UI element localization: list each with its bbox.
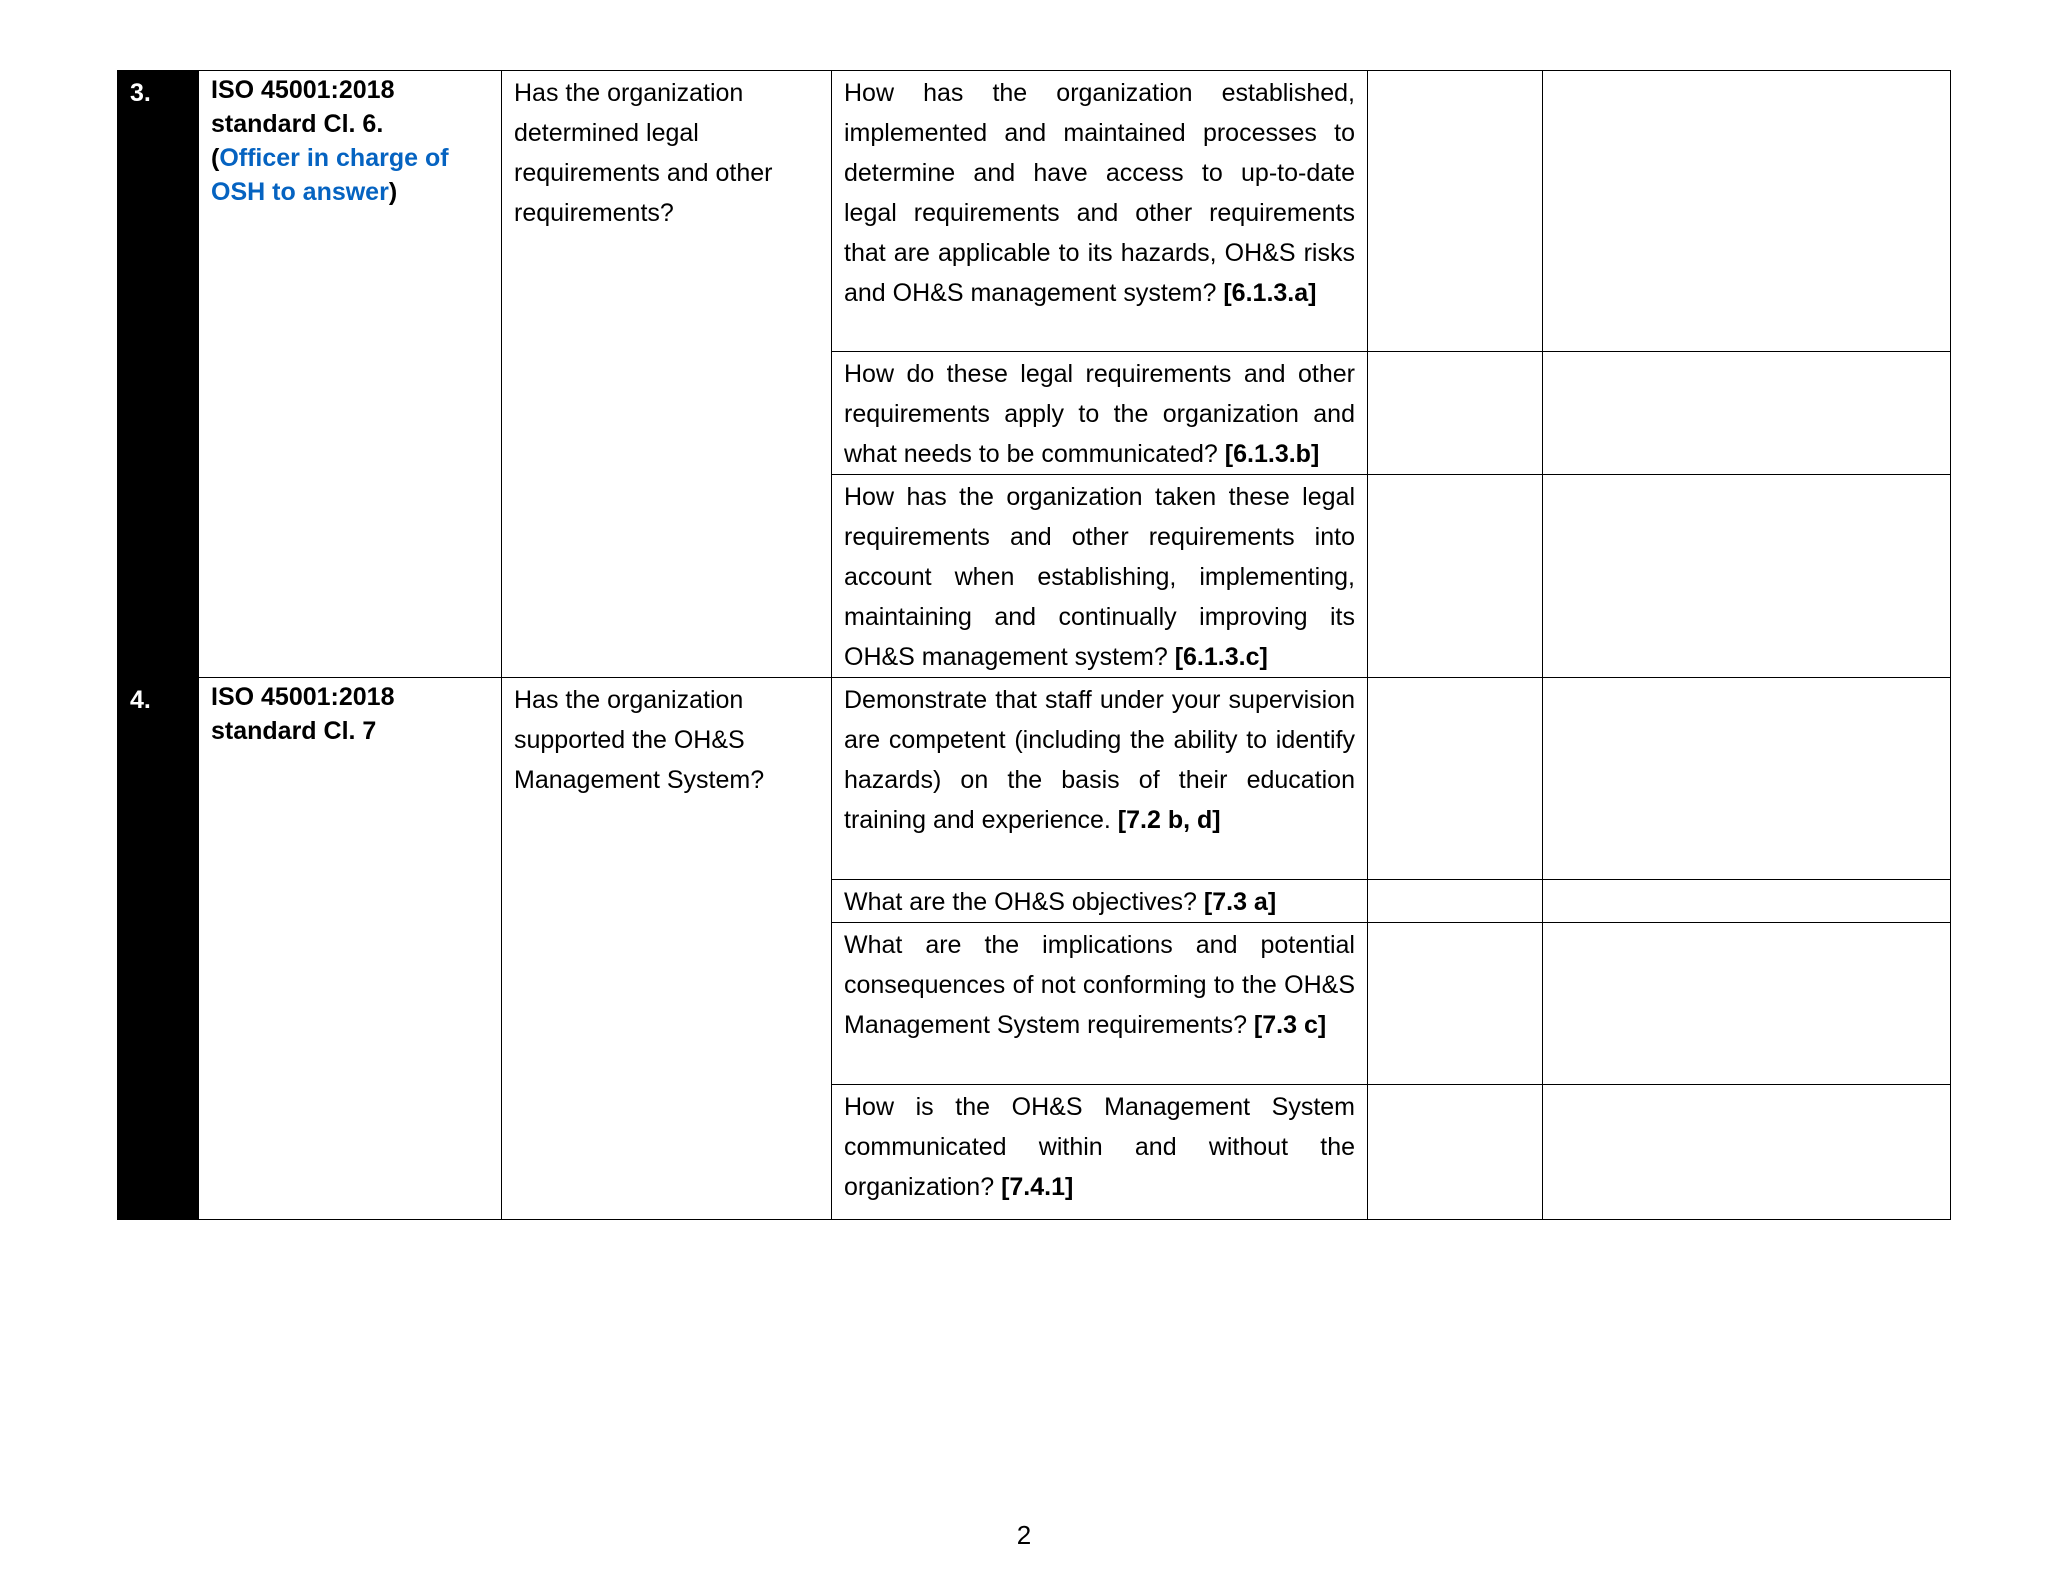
note-paren: ( bbox=[211, 144, 220, 172]
clause-ref: [6.1.3.b] bbox=[1224, 440, 1320, 468]
note-paren: ) bbox=[388, 178, 398, 206]
remarks-cell[interactable] bbox=[1543, 923, 1951, 1085]
sub-question bbox=[832, 923, 1368, 1085]
clause-ref: [6.1.3.a] bbox=[1223, 279, 1317, 307]
remarks-cell[interactable] bbox=[1543, 352, 1951, 475]
clause-ref: [7.3 c] bbox=[1253, 1011, 1327, 1039]
answer-cell[interactable] bbox=[1368, 678, 1543, 880]
section-number: 4. bbox=[118, 678, 199, 1220]
section-number: 3. bbox=[118, 71, 199, 678]
sub-question-text: How has the organization established, implemented and maintained processes to determine and have access to up-to-date legal requirements and other requirements that are applicable to its hazards, OH&S risks and OH&S management system? bbox=[844, 79, 1355, 307]
answer-cell[interactable] bbox=[1368, 1085, 1543, 1220]
sub-question-text: How is the OH&S Management System communicated within and without the organization? bbox=[844, 1093, 1355, 1201]
sub-question bbox=[832, 71, 1368, 352]
clause-line: ISO 45001:2018 bbox=[211, 683, 395, 711]
clause-line: standard Cl. 6. bbox=[211, 110, 384, 138]
remarks-cell[interactable] bbox=[1543, 71, 1951, 352]
page-number: 2 bbox=[1016, 1520, 1032, 1550]
clause-ref: [6.1.3.c] bbox=[1174, 643, 1268, 671]
sub-question-text: How do these legal requirements and other requirements apply to the organization and what needs to be communicated? bbox=[844, 360, 1355, 468]
remarks-cell[interactable] bbox=[1543, 678, 1951, 880]
main-question: Has the organization supported the OH&S Management System? bbox=[502, 678, 832, 1220]
answer-cell[interactable] bbox=[1368, 880, 1543, 923]
clause-note-text: Officer in charge of OSH to answer bbox=[211, 144, 449, 206]
sub-question bbox=[832, 880, 1368, 923]
answer-cell[interactable] bbox=[1368, 352, 1543, 475]
sub-question bbox=[832, 678, 1368, 880]
clause-note bbox=[211, 141, 489, 209]
sub-question-text: What are the OH&S objectives? bbox=[844, 888, 1204, 916]
clause-ref: [7.4.1] bbox=[1001, 1173, 1074, 1201]
sub-question-text: Demonstrate that staff under your supervision are competent (including the ability to identify hazards) on the basis of their education training and experience. bbox=[844, 686, 1355, 834]
main-question: Has the organization determined legal requirements and other requirements? bbox=[502, 71, 832, 678]
clause-ref: [7.2 b, d] bbox=[1117, 806, 1221, 834]
sub-question bbox=[832, 352, 1368, 475]
answer-cell[interactable] bbox=[1368, 923, 1543, 1085]
audit-checklist-table bbox=[117, 70, 1951, 1220]
remarks-cell[interactable] bbox=[1543, 880, 1951, 923]
table-row bbox=[118, 678, 1951, 880]
clause-reference bbox=[199, 71, 502, 678]
clause-reference bbox=[199, 678, 502, 1220]
table-row bbox=[118, 71, 1951, 352]
remarks-cell[interactable] bbox=[1543, 1085, 1951, 1220]
sub-question-text: What are the implications and potential consequences of not conforming to the OH&S Management System requirements? bbox=[844, 931, 1355, 1039]
sub-question-text: How has the organization taken these legal requirements and other requirements into account when establishing, implementing, maintaining and continually improving its OH&S management system? bbox=[844, 483, 1355, 671]
remarks-cell[interactable] bbox=[1543, 475, 1951, 678]
sub-question bbox=[832, 475, 1368, 678]
answer-cell[interactable] bbox=[1368, 475, 1543, 678]
sub-question bbox=[832, 1085, 1368, 1220]
answer-cell[interactable] bbox=[1368, 71, 1543, 352]
clause-line: standard Cl. 7 bbox=[211, 717, 377, 745]
clause-ref: [7.3 a] bbox=[1203, 888, 1277, 916]
clause-line: ISO 45001:2018 bbox=[211, 76, 395, 104]
